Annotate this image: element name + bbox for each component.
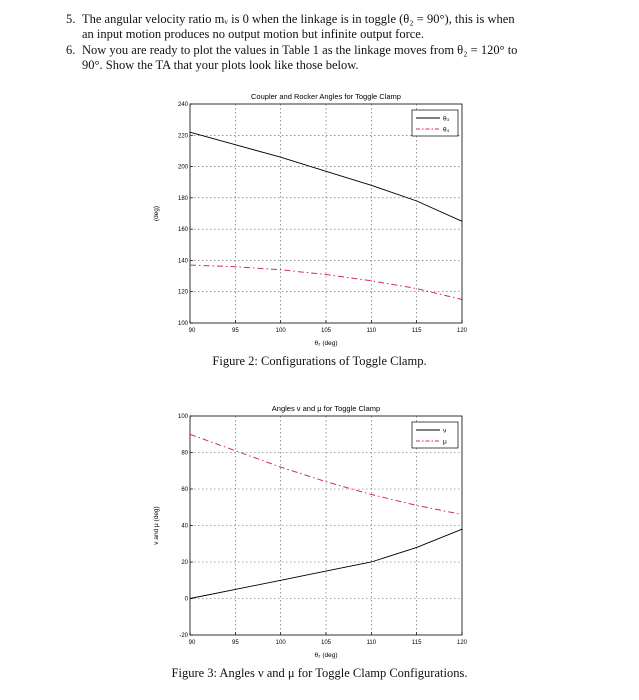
x-tick-label: 120	[456, 640, 468, 646]
y-tick-label: 100	[177, 321, 188, 327]
x-axis-label: θ₂ (deg)	[314, 652, 338, 659]
y-tick-label: 60	[181, 487, 188, 493]
legend-label: θ₄	[443, 126, 450, 134]
x-tick-label: 90	[188, 640, 196, 646]
chart-nu-mu-angles	[0, 398, 639, 666]
x-tick-label: 95	[231, 640, 239, 646]
y-axis-label: (deg)	[153, 205, 160, 222]
x-tick-label: 120	[456, 328, 468, 334]
figure-caption: Figure 2: Configurations of Toggle Clamp.	[212, 354, 427, 368]
instruction-item-5	[66, 12, 582, 42]
chart-title: Angles ν and μ for Toggle Clamp	[271, 404, 381, 413]
x-axis-label: θ₂ (deg)	[314, 340, 338, 347]
legend-label: θ₃	[443, 115, 450, 123]
item-text-line: an input motion produces no output motion but infinite output force.	[82, 27, 424, 41]
legend-label: ν	[443, 427, 447, 435]
y-tick-label: 240	[177, 102, 188, 108]
x-tick-label: 90	[188, 328, 196, 334]
y-tick-label: 160	[177, 227, 188, 234]
y-tick-label: 80	[181, 450, 188, 457]
figure-caption: Figure 3: Angles ν and μ for Toggle Clamp Configurations.	[171, 666, 468, 680]
figure-2	[0, 86, 639, 376]
figure-3	[0, 398, 639, 700]
series-line-secondary	[190, 265, 462, 299]
chart-coupler-rocker-angles	[0, 86, 639, 354]
legend-box	[412, 110, 458, 136]
x-tick-label: 110	[366, 328, 377, 334]
x-tick-label: 105	[320, 328, 332, 334]
x-tick-label: 100	[275, 640, 286, 646]
y-tick-label: 0	[184, 596, 188, 603]
y-tick-label: 180	[177, 195, 188, 202]
y-tick-label: 40	[181, 523, 188, 530]
y-tick-label: -20	[179, 633, 188, 639]
y-axis-label: ν and μ (deg)	[153, 506, 160, 545]
x-tick-label: 105	[320, 640, 332, 646]
item-text-line: Now you are ready to plot the values in Table 1 as the linkage moves from θ₂ = 120° to	[82, 43, 518, 57]
x-tick-label: 110	[366, 640, 377, 646]
y-tick-label: 100	[177, 414, 188, 420]
y-tick-label: 120	[177, 289, 188, 296]
chart-title: Coupler and Rocker Angles for Toggle Clamp	[251, 92, 401, 101]
item-number: 5.	[66, 12, 76, 26]
instruction-item-6	[66, 43, 582, 73]
y-tick-label: 140	[177, 258, 188, 265]
x-tick-label: 95	[231, 328, 239, 334]
item-number: 6.	[66, 43, 76, 57]
item-text-line: The angular velocity ratio mᵥ is 0 when the linkage is in toggle (θ₂ = 90°), this is when	[82, 12, 515, 26]
item-text-line: 90°. Show the TA that your plots look like those below.	[82, 58, 359, 72]
y-tick-label: 220	[177, 133, 188, 140]
legend-box	[412, 422, 458, 448]
x-tick-label: 115	[411, 328, 422, 334]
y-tick-label: 20	[181, 560, 188, 566]
x-tick-label: 115	[411, 640, 422, 646]
legend-label: μ	[443, 438, 447, 446]
y-tick-label: 200	[177, 164, 188, 171]
x-tick-label: 100	[275, 328, 286, 334]
